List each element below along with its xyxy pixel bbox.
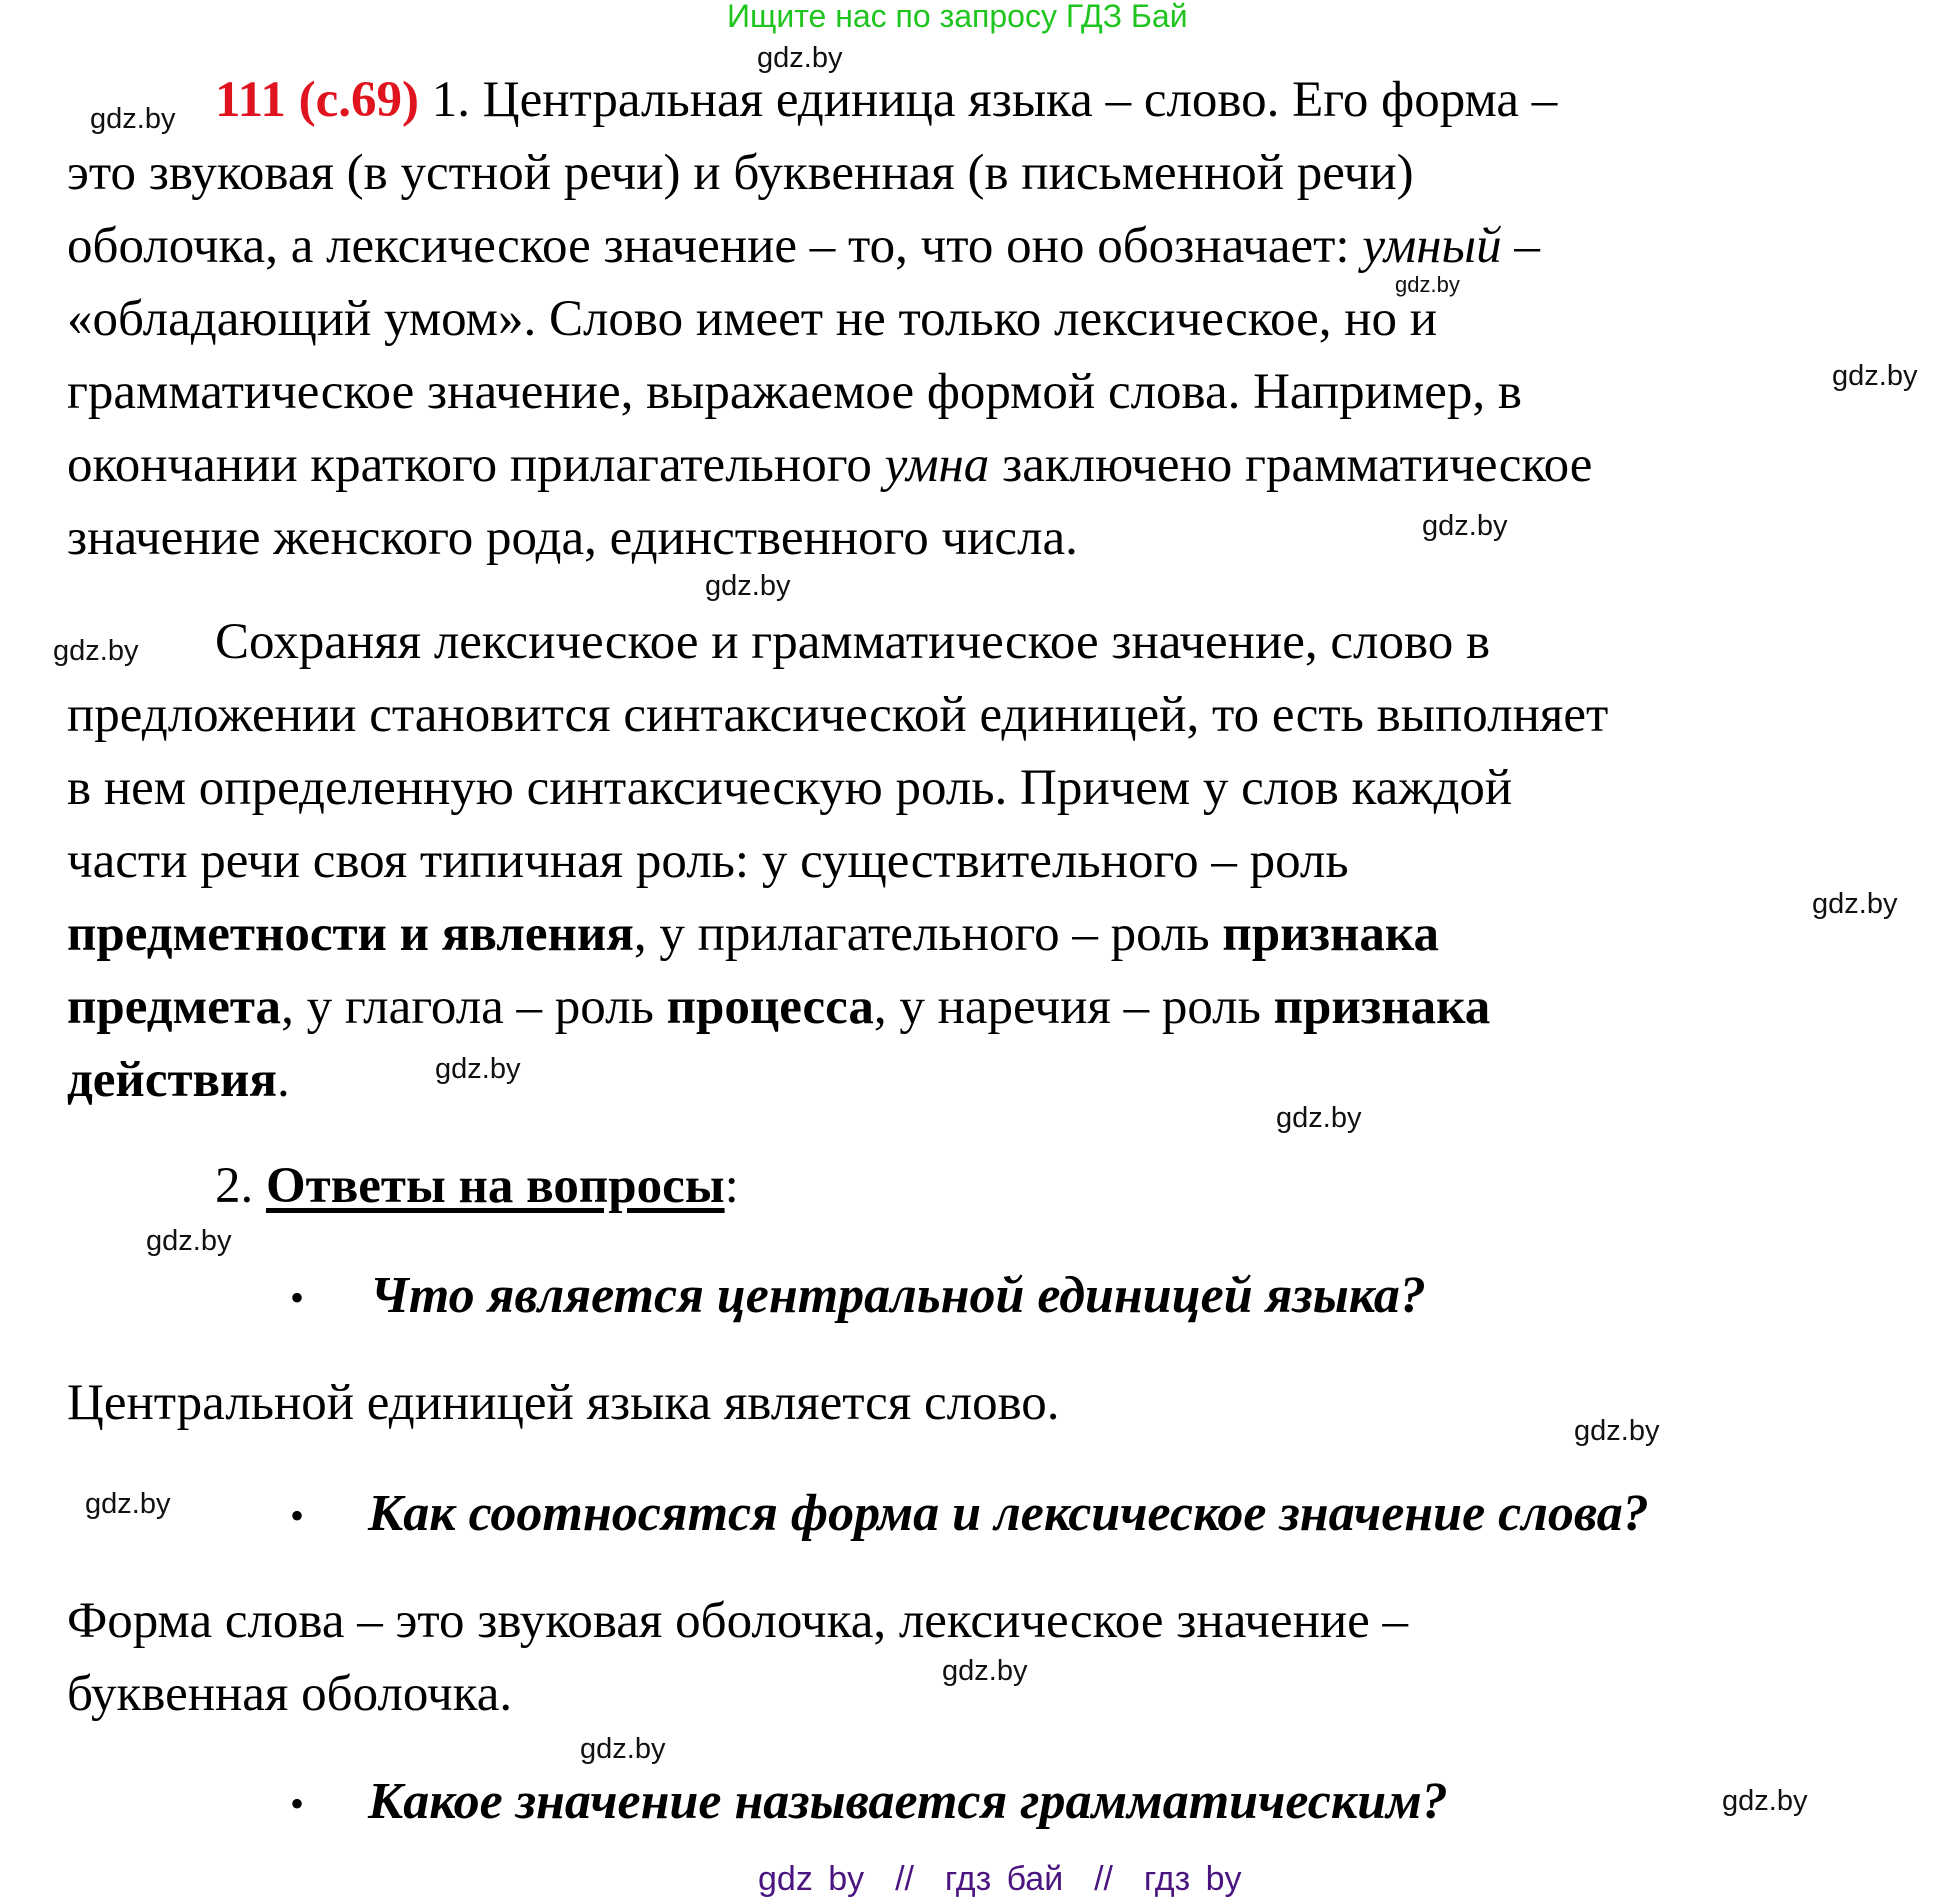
paragraph-line xyxy=(67,904,1439,964)
paragraph-line xyxy=(67,977,1490,1037)
watermark: gdz.by xyxy=(1276,1102,1362,1134)
footer-links[interactable]: gdz by // гдз бай // гдз by xyxy=(758,1860,1242,1898)
text: , у глагола – роль xyxy=(281,979,667,1035)
term: предметности и явления xyxy=(67,906,634,962)
text: заключено грамматическое xyxy=(989,437,1593,493)
paragraph-line xyxy=(67,1050,290,1110)
paragraph-line: значение женского рода, единственного числа. xyxy=(67,510,1078,566)
term: предмета xyxy=(67,979,282,1035)
question-text: Как соотносятся форма и лексическое значение слова? xyxy=(368,1485,1649,1542)
example-word: умный xyxy=(1362,218,1502,274)
paragraph-line xyxy=(67,216,1540,276)
bullet-icon: • xyxy=(290,1493,305,1538)
watermark: gdz.by xyxy=(85,1488,171,1520)
text: оболочка, а лексическое значение – то, что оно обозначает: xyxy=(67,218,1363,274)
text: , у наречия – роль xyxy=(873,979,1274,1035)
watermark: gdz.by xyxy=(146,1225,232,1257)
watermark: gdz.by xyxy=(1832,360,1918,392)
term: действия xyxy=(67,1052,278,1108)
text: , у прилагательного – роль xyxy=(633,906,1223,962)
question-text: Что является центральной единицей языка? xyxy=(370,1267,1426,1324)
section-heading xyxy=(215,1156,739,1216)
text: окончании краткого прилагательного xyxy=(67,437,885,493)
exercise-number: 111 (с.69) xyxy=(215,72,419,128)
paragraph-line: «обладающий умом». Слово имеет не только лексическое, но и xyxy=(67,291,1438,347)
answer-line: Форма слова – это звуковая оболочка, лексическое значение – xyxy=(67,1593,1409,1649)
text: – xyxy=(1501,218,1540,274)
watermark: gdz.by xyxy=(1422,510,1508,542)
bullet-icon: • xyxy=(290,1275,305,1320)
section-number: 2. xyxy=(215,1158,266,1214)
answer-line: буквенная оболочка. xyxy=(67,1666,513,1722)
watermark: gdz.by xyxy=(435,1053,521,1085)
term: процесса xyxy=(666,979,874,1035)
paragraph-line: в нем определенную синтаксическую роль. Причем у слов каждой xyxy=(67,760,1513,816)
watermark: gdz.by xyxy=(1722,1785,1808,1817)
colon: : xyxy=(724,1158,739,1214)
bullet-icon: • xyxy=(290,1781,305,1826)
example-word: умна xyxy=(884,437,990,493)
question-text: Какое значение называется грамматическим? xyxy=(368,1773,1448,1830)
paragraph-line xyxy=(215,70,1557,130)
watermark: gdz.by xyxy=(580,1733,666,1765)
heading-text: Ответы на вопросы xyxy=(266,1158,725,1214)
paragraph-line: Сохраняя лексическое и грамматическое значение, слово в xyxy=(215,614,1491,670)
paragraph-line: это звуковая (в устной речи) и буквенная (в письменной речи) xyxy=(67,145,1414,201)
watermark: gdz.by xyxy=(90,103,176,135)
term: признака xyxy=(1273,979,1491,1035)
paragraph-line: грамматическое значение, выражаемое формой слова. Например, в xyxy=(67,364,1522,420)
watermark: gdz.by xyxy=(1812,888,1898,920)
text: . xyxy=(277,1052,290,1108)
watermark: gdz.by xyxy=(757,42,843,74)
text: 1. Центральная единица языка – слово. Его форма – xyxy=(418,72,1558,128)
paragraph-line: части речи своя типичная роль: у существительного – роль xyxy=(67,833,1349,889)
paragraph-line: предложении становится синтаксической единицей, то есть выполняет xyxy=(67,687,1609,743)
paragraph-line xyxy=(67,435,1592,495)
watermark: gdz.by xyxy=(705,570,791,602)
search-hint: Ищите нас по запросу ГДЗ Бай xyxy=(727,0,1188,34)
watermark: gdz.by xyxy=(1574,1415,1660,1447)
watermark: gdz.by xyxy=(942,1655,1028,1687)
watermark: gdz.by xyxy=(1395,272,1460,297)
term: признака xyxy=(1222,906,1440,962)
watermark: gdz.by xyxy=(53,635,139,667)
answer-line: Центральной единицей языка является слово. xyxy=(67,1375,1060,1431)
